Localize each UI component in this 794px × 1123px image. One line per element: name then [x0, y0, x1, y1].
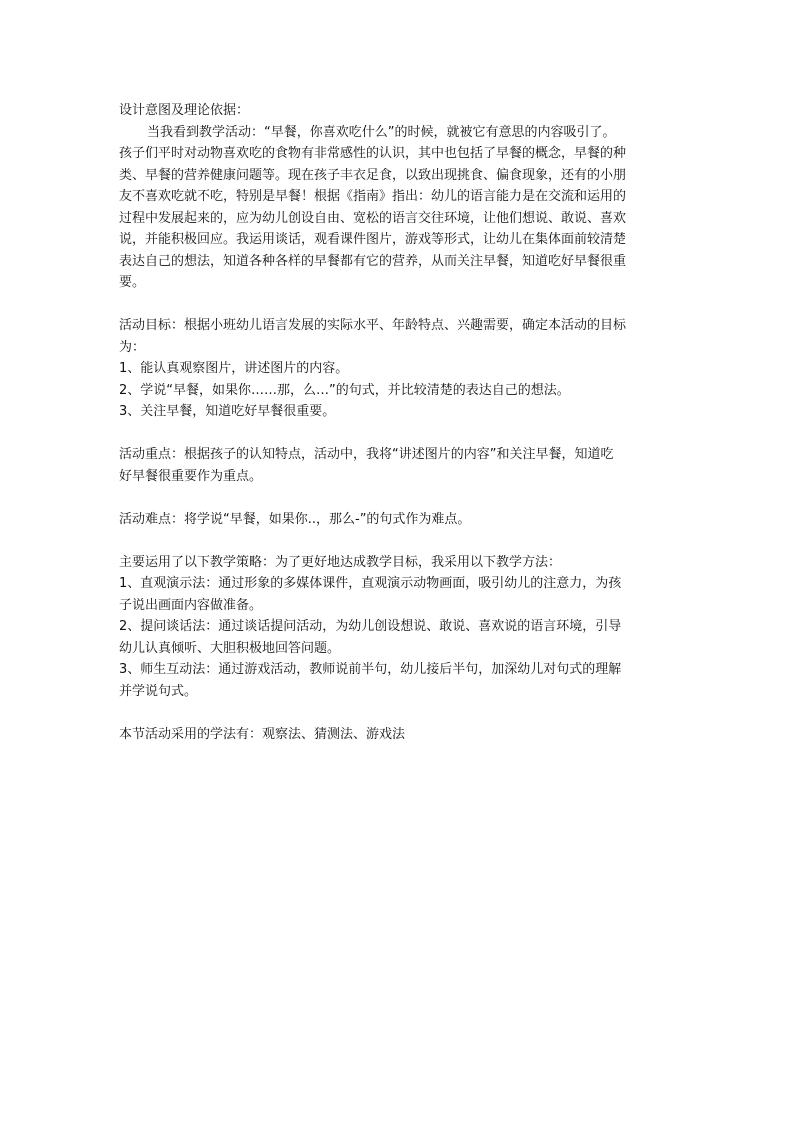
paragraph-line: 类、早餐的营养健康问题等。现在孩子丰衣足食，以致出现挑食、偏食现象，还有的小朋 — [119, 167, 627, 183]
activity-goals-section — [119, 315, 669, 423]
paragraph-line: 过程中发展起来的，应为幼儿创设自由、宽松的语言交往环境，让他们想说、敢说、喜欢 — [119, 210, 627, 226]
paragraph-line: 活动难点：将学说“早餐，如果你..，那么-”的句式作为难点。 — [119, 511, 471, 527]
document-body — [119, 100, 669, 745]
design-intent-section — [119, 100, 669, 294]
paragraph-line: 孩子们平时对动物喜欢吃的食物有非常感性的认识，其中也包括了早餐的概念，早餐的种 — [119, 146, 627, 161]
paragraph-gap — [119, 423, 669, 445]
paragraph-gap — [119, 530, 669, 552]
paragraph-gap — [119, 702, 669, 724]
paragraph-line: 幼儿认真倾听、大胆积极地回答问题。 — [119, 640, 341, 656]
paragraph-line: 子说出画面内容做准备。 — [119, 597, 263, 613]
list-item: 3、关注早餐，知道吃好早餐很重要。 — [119, 404, 336, 419]
paragraph-line: 好早餐很重要作为重点。 — [119, 468, 263, 484]
paragraph-line: 当我看到教学活动：“早餐，你喜欢吃什么”的时候，就被它有意思的内容吸引了。 — [147, 124, 616, 140]
activity-key-section — [119, 444, 669, 487]
list-item: 1、直观演示法：通过形象的多媒体课件，直观演示动物画面，吸引幼儿的注意力，为孩 — [119, 576, 622, 591]
paragraph-line: 并学说句式。 — [119, 683, 198, 699]
paragraph-gap — [119, 487, 669, 509]
activity-difficulty-section — [119, 509, 669, 531]
list-item: 2、提问谈话法：通过谈话提问活动，为幼儿创设想说、敢说、喜欢说的语言环境，引导 — [119, 619, 622, 634]
paragraph-gap — [119, 294, 669, 316]
paragraph-line: 本节活动采用的学法有：观察法、猜测法、游戏法 — [119, 726, 406, 742]
list-item: 3、师生互动法：通过游戏活动，教师说前半句，幼儿接后半句，加深幼儿对句式的理解 — [119, 662, 622, 677]
paragraph-line: 活动重点：根据孩子的认知特点，活动中，我将“讲述图片的内容”和关注早餐，知道吃 — [119, 447, 614, 462]
design-intent-heading: 设计意图及理论依据： — [119, 103, 250, 118]
paragraph-line: 要。 — [119, 275, 146, 290]
teaching-strategy-section — [119, 552, 669, 703]
paragraph-line: 表达自己的想法，知道各种各样的早餐都有它的营养，从而关注早餐，知道吃好早餐很重 — [119, 253, 627, 269]
paragraph-line: 为： — [119, 339, 146, 355]
paragraph-line: 活动目标：根据小班幼儿语言发展的实际水平、年龄特点、兴趣需要，确定本活动的目标 — [119, 318, 627, 333]
learning-methods-section — [119, 724, 669, 746]
paragraph-line: 主要运用了以下教学策略：为了更好地达成教学目标，我采用以下教学方法： — [119, 554, 562, 570]
list-item: 1、能认真观察图片，讲述图片的内容。 — [119, 361, 349, 376]
paragraph-line: 友不喜欢吃就不吃，特别是早餐！根据《指南》指出：幼儿的语言能力是在交流和运用的 — [119, 189, 627, 204]
list-item: 2、学说“早餐，如果你……那，么…”的句式，并比较清楚的表达自己的想法。 — [119, 382, 570, 398]
paragraph-line: 说，并能积极回应。我运用谈话，观看课件图片，游戏等形式，让幼儿在集体面前较清楚 — [119, 232, 627, 247]
